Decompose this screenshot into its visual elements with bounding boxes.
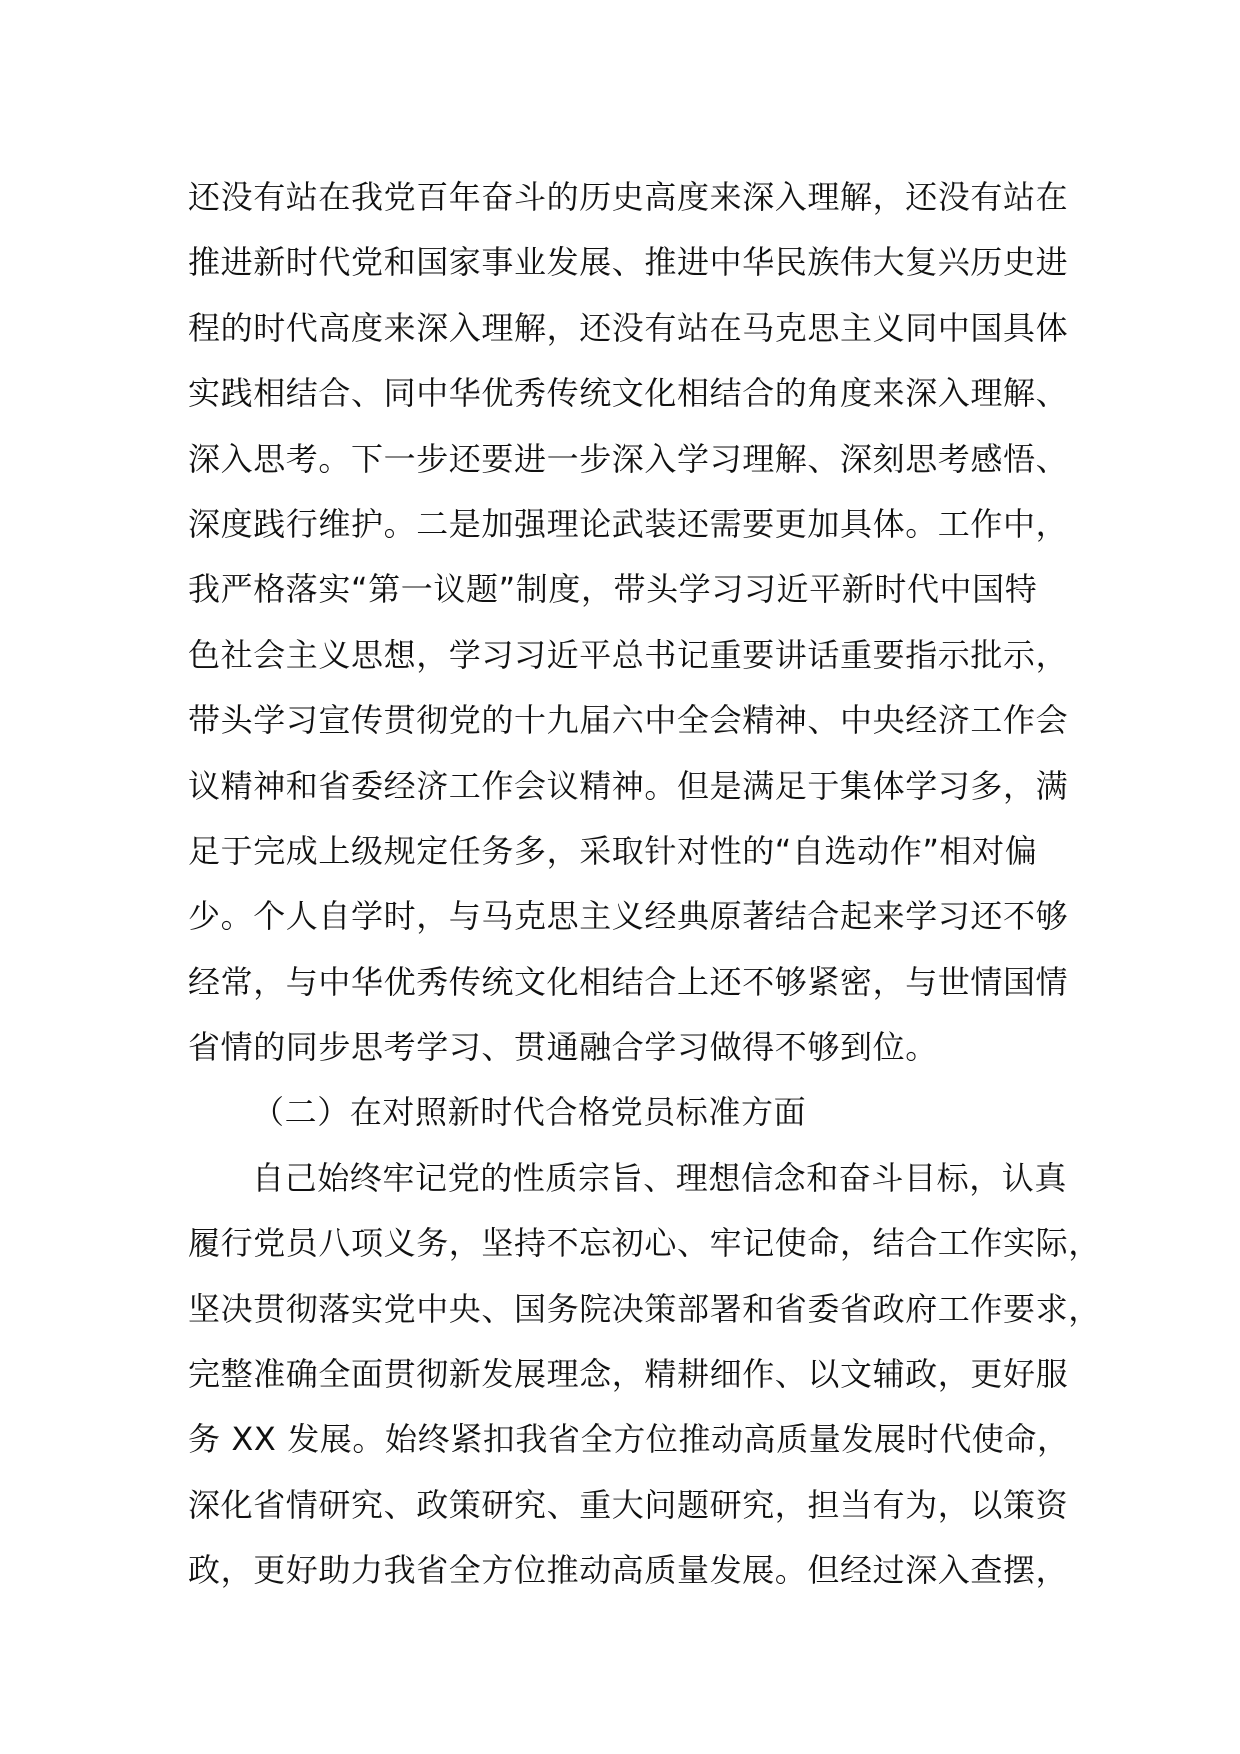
text-line: 坚决贯彻落实党中央、国务院决策部署和省委省政府工作要求， — [188, 1289, 1101, 1328]
text-line: 完整准确全面贯彻新发展理念，精耕细作、以文辅政，更好服 — [188, 1355, 1069, 1394]
paragraph-first-line: 自己始终牢记党的性质宗旨、理想信念和奋斗目标，认真 — [252, 1158, 1068, 1197]
text-line: 政，更好助力我省全方位推动高质量发展。但经过深入查摆， — [188, 1551, 1069, 1590]
text-line: 色社会主义思想，学习习近平总书记重要讲话重要指示批示， — [188, 635, 1069, 674]
text-line: 履行党员八项义务，坚持不忘初心、牢记使命，结合工作实际， — [188, 1224, 1101, 1263]
text-line: 实践相结合、同中华优秀传统文化相结合的角度来深入理解、 — [188, 374, 1069, 413]
text-line: 少。个人自学时，与马克思主义经典原著结合起来学习还不够 — [188, 897, 1069, 936]
text-line: 务 XX 发展。始终紧扣我省全方位推动高质量发展时代使命， — [188, 1420, 1070, 1459]
body-text — [188, 165, 1101, 1604]
text-line: 还没有站在我党百年奋斗的历史高度来深入理解，还没有站在 — [188, 178, 1069, 216]
text-line: 经常，与中华优秀传统文化相结合上还不够紧密，与世情国情 — [188, 962, 1069, 1001]
text-line: 省情的同步思考学习、贯通融合学习做得不够到位。 — [188, 1028, 938, 1067]
text-line: 深入思考。下一步还要进一步深入学习理解、深刻思考感悟、 — [188, 439, 1069, 478]
text-line: 我严格落实“第一议题”制度，带头学习习近平新时代中国特 — [188, 570, 1038, 609]
text-line: 足于完成上级规定任务多，采取针对性的“自选动作”相对偏 — [188, 831, 1038, 870]
text-line: 推进新时代党和国家事业发展、推进中华民族伟大复兴历史进 — [188, 243, 1069, 282]
text-line: 程的时代高度来深入理解，还没有站在马克思主义同中国具体 — [188, 308, 1069, 347]
section-heading: （二）在对照新时代合格党员标准方面 — [252, 1093, 807, 1132]
text-line: 深度践行维护。二是加强理论武装还需要更加具体。工作中， — [188, 504, 1069, 543]
text-line: 带头学习宣传贯彻党的十九届六中全会精神、中央经济工作会 — [188, 701, 1069, 740]
text-line: 深化省情研究、政策研究、重大问题研究，担当有为，以策资 — [188, 1485, 1069, 1524]
text-line: 议精神和省委经济工作会议精神。但是满足于集体学习多，满 — [188, 766, 1069, 805]
